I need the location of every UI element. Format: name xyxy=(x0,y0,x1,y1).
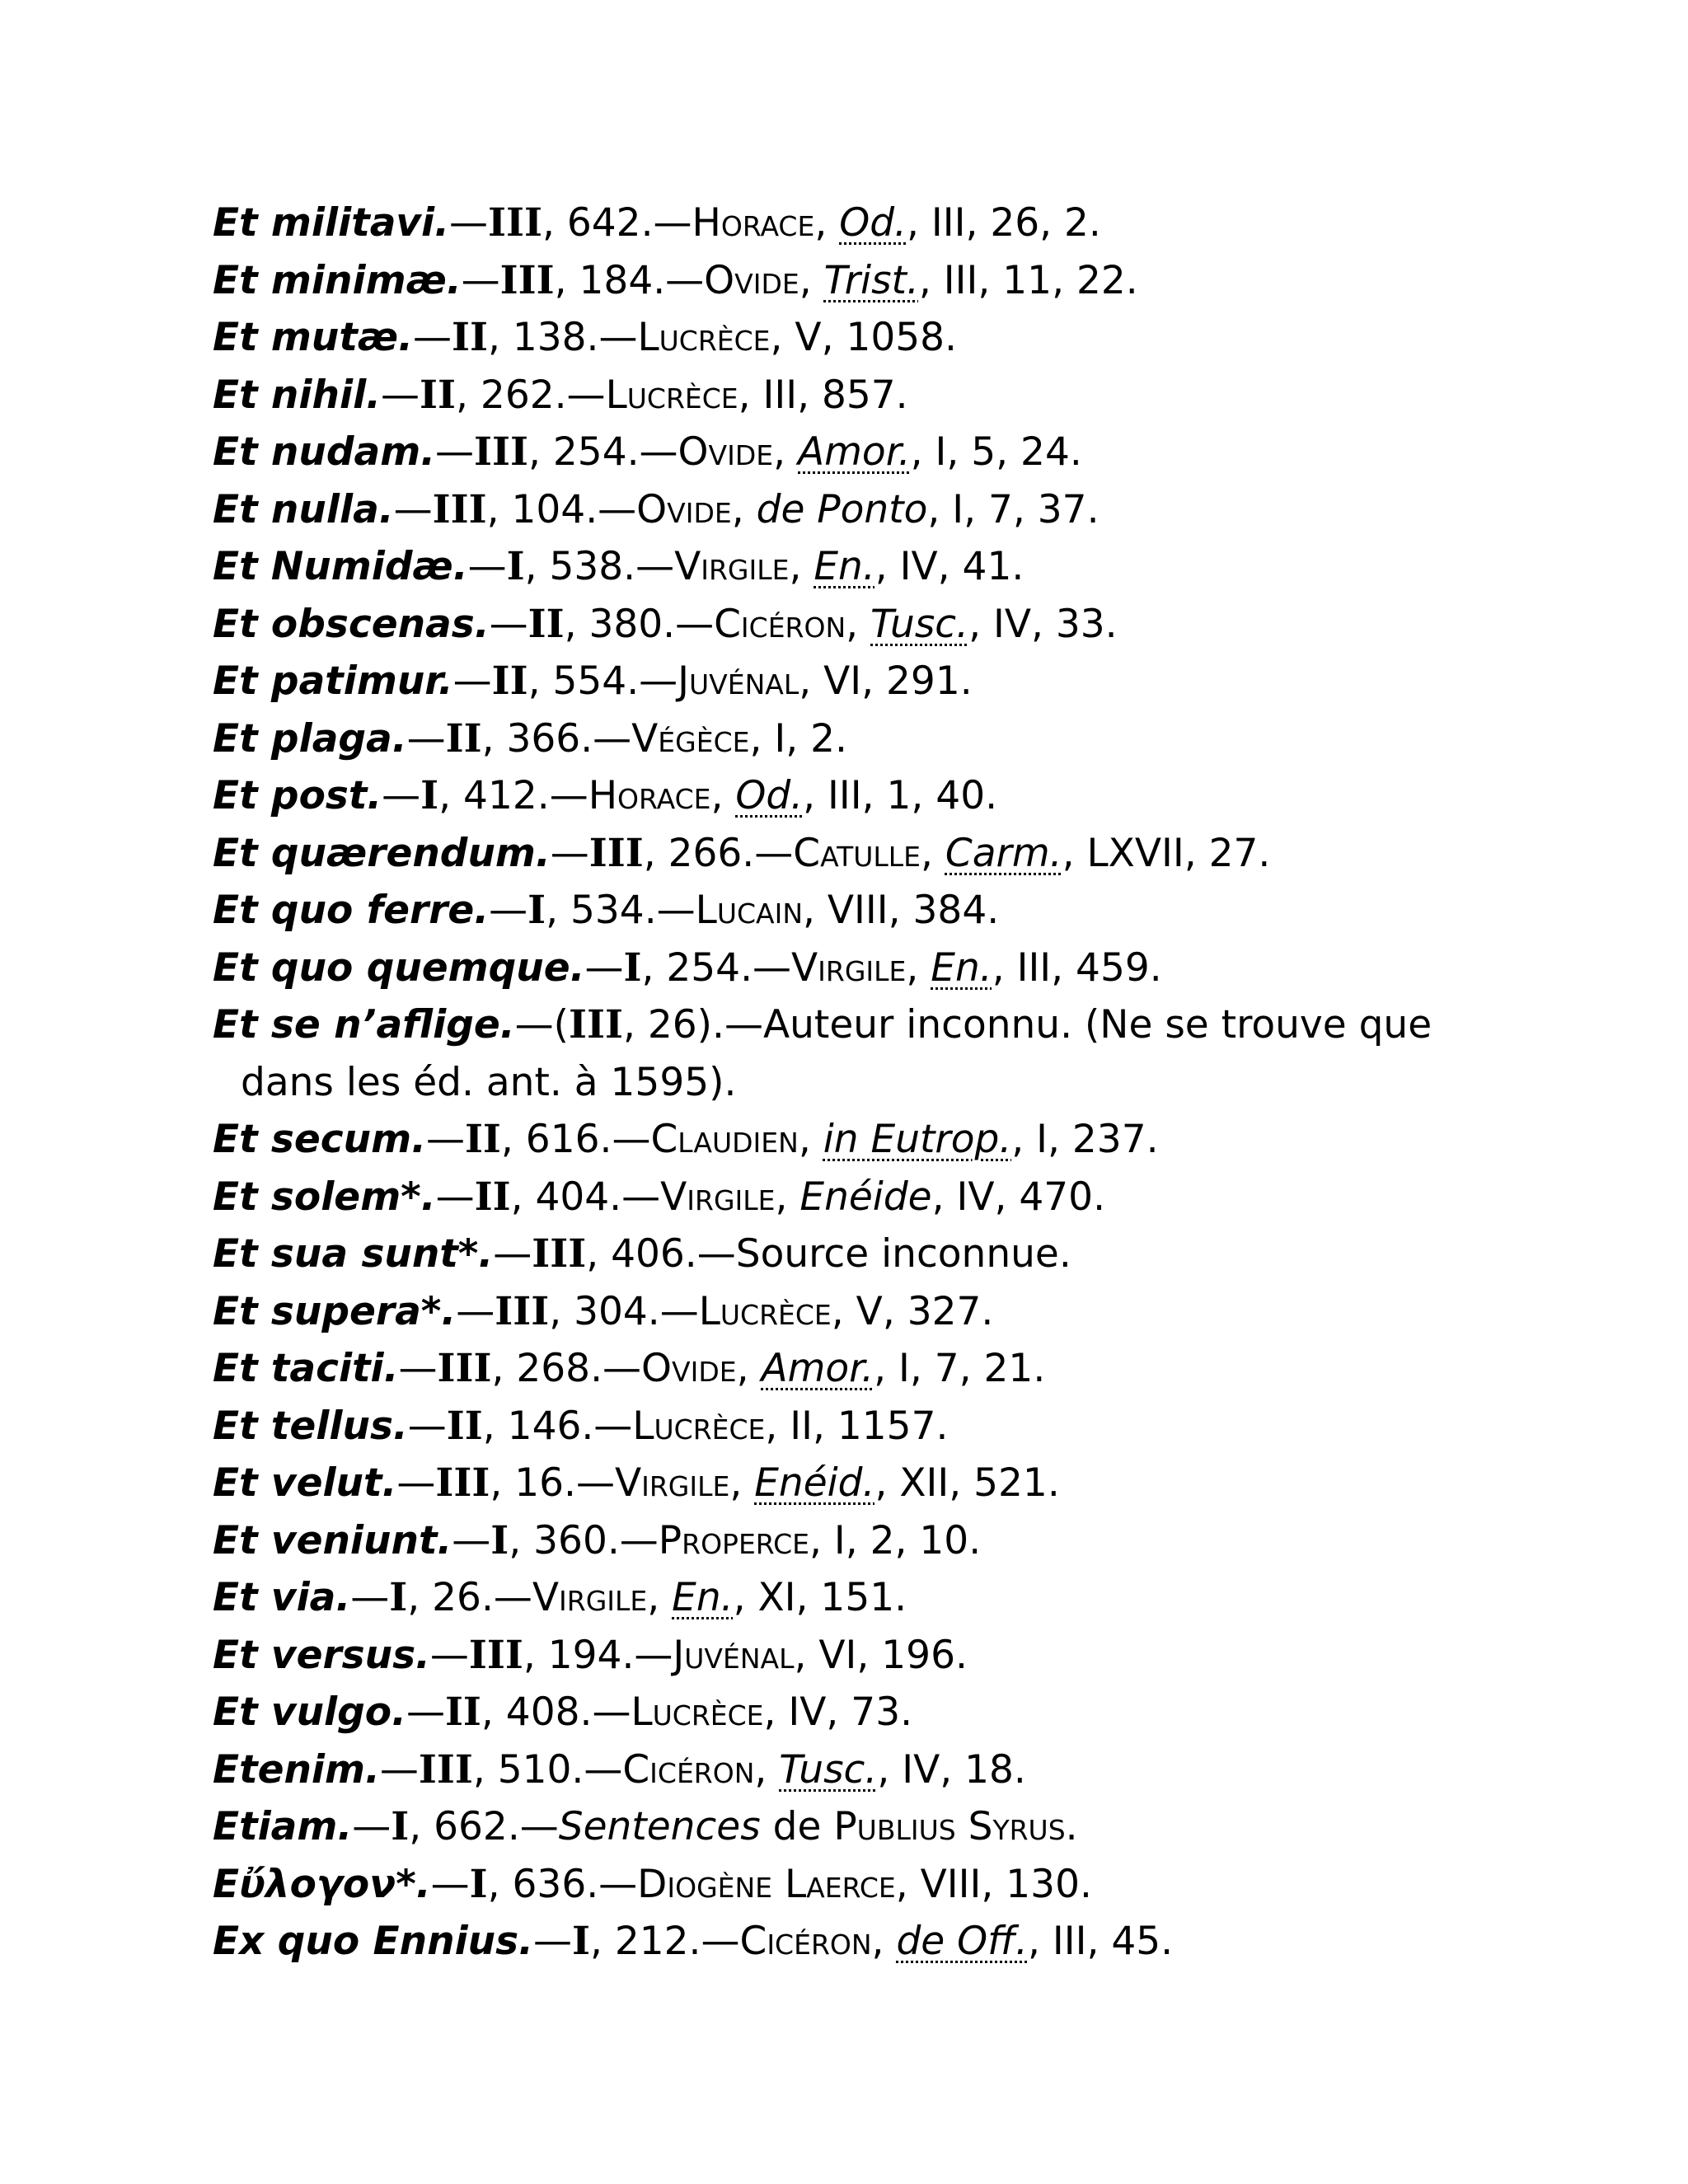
author-name: Cicéron xyxy=(622,1746,755,1793)
author-name: Lucrèce xyxy=(698,1288,832,1334)
entry-text: — xyxy=(452,1517,491,1563)
author-name: Ovide xyxy=(636,486,732,532)
author-name: Virgile xyxy=(614,1460,730,1506)
entry-text: , 404.— xyxy=(510,1174,661,1220)
author-name: Diogène Laerce xyxy=(637,1861,896,1907)
entry-text: , xyxy=(731,486,757,532)
volume-number: III xyxy=(495,1288,550,1334)
entry-text: , xyxy=(798,1117,823,1162)
entry-text: , 262.— xyxy=(456,372,606,418)
author-name: Ovide xyxy=(704,257,799,303)
entry-headword: Et post. xyxy=(213,773,382,818)
entry-text: , 26).—Auteur inconnu. (Ne se trouve que dans les éd. ant. à 1595). xyxy=(241,1002,1432,1105)
index-entry xyxy=(213,1512,1515,1570)
entry-headword: Et tellus. xyxy=(213,1403,408,1449)
entry-text: , VIII, 130. xyxy=(895,1861,1092,1907)
author-name: Virgile xyxy=(791,944,907,991)
entry-headword: Et secum. xyxy=(213,1117,426,1162)
entry-text: , 380.— xyxy=(564,601,715,647)
work-title: Enéide xyxy=(799,1174,932,1220)
entry-headword: Εὔλογον*. xyxy=(213,1861,431,1907)
entry-text: , III, 26, 2. xyxy=(907,200,1101,246)
entry-text: —( xyxy=(514,1002,570,1047)
index-entry xyxy=(213,1856,1515,1914)
entry-headword: Et vulgo. xyxy=(213,1690,406,1735)
entry-headword: Et obscenas. xyxy=(213,601,490,647)
index-entry xyxy=(213,1627,1515,1685)
entry-text: , XII, 521. xyxy=(874,1460,1060,1506)
work-abbreviation[interactable]: Tusc. xyxy=(779,1746,878,1793)
entry-text: — xyxy=(467,544,507,589)
entry-text: — xyxy=(382,773,421,818)
volume-number: III xyxy=(418,1746,473,1793)
index-entry xyxy=(213,481,1515,539)
entry-text: — xyxy=(550,830,589,876)
entry-text: , VI, 196. xyxy=(794,1632,968,1678)
entry-text: , III, 45. xyxy=(1027,1919,1174,1964)
index-entry xyxy=(213,194,1515,252)
author-name: Cicéron xyxy=(739,1919,872,1964)
entry-text: , VI, 291. xyxy=(799,658,973,704)
volume-number: III xyxy=(468,1632,523,1678)
entry-text: , I, 2, 10. xyxy=(809,1517,982,1563)
entry-text: , 138.— xyxy=(487,315,638,360)
index-entry xyxy=(213,1340,1515,1398)
entry-text: , xyxy=(754,1746,780,1793)
volume-number: I xyxy=(571,1919,590,1964)
index-entry xyxy=(213,1226,1515,1283)
index-entry xyxy=(213,653,1515,710)
index-entry xyxy=(213,1798,1515,1856)
entry-text: , 616.— xyxy=(500,1117,651,1162)
entry-headword: Etenim. xyxy=(213,1746,380,1793)
index-entry xyxy=(213,367,1515,424)
index-entry xyxy=(213,996,1515,1111)
volume-number: III xyxy=(532,1231,587,1277)
work-abbreviation[interactable]: Enéid. xyxy=(754,1460,875,1506)
entry-headword: Et velut. xyxy=(213,1460,397,1506)
work-abbreviation[interactable]: En. xyxy=(814,544,875,589)
entry-text: , 268.— xyxy=(491,1346,642,1391)
index-entry xyxy=(213,825,1515,883)
entry-text: , I, 237. xyxy=(1011,1117,1159,1162)
volume-number: II xyxy=(446,1403,483,1449)
entry-headword: Et via. xyxy=(213,1575,351,1620)
work-abbreviation[interactable]: Carm. xyxy=(945,830,1062,876)
entry-headword: Et quo ferre. xyxy=(213,888,490,933)
entry-text: , 266.— xyxy=(643,830,794,876)
volume-number: II xyxy=(474,1174,511,1220)
entry-text: — xyxy=(379,1746,419,1793)
author-name: Ovide xyxy=(641,1346,737,1391)
work-abbreviation[interactable]: Tusc. xyxy=(870,601,969,647)
work-abbreviation[interactable]: in Eutrop. xyxy=(823,1117,1012,1162)
entry-text: — xyxy=(393,486,433,532)
volume-number: III xyxy=(474,429,529,475)
volume-number: II xyxy=(528,601,565,647)
volume-number: I xyxy=(420,773,439,818)
index-entry xyxy=(213,1741,1515,1799)
entry-text: — xyxy=(381,372,420,418)
author-name: Ovide xyxy=(678,429,774,475)
index-entry xyxy=(213,424,1515,481)
entry-text: , 642.— xyxy=(542,200,692,246)
entry-headword: Et patimur. xyxy=(213,658,453,704)
entry-text: , V, 1058. xyxy=(770,315,957,360)
entry-headword: Et quærendum. xyxy=(213,830,551,876)
work-abbreviation[interactable]: Od. xyxy=(839,200,907,246)
entry-text: , 412.— xyxy=(438,773,588,818)
author-name: Catulle xyxy=(793,830,921,876)
entry-headword: Et quo quemque. xyxy=(213,944,585,991)
index-entry xyxy=(213,1111,1515,1169)
entry-text: — xyxy=(584,944,624,991)
entry-text: , xyxy=(710,773,736,818)
index-entry xyxy=(213,252,1515,310)
author-name: Lucain xyxy=(695,888,804,933)
volume-number: I xyxy=(391,1804,410,1849)
entry-text: , 26.— xyxy=(407,1575,532,1620)
volume-number: III xyxy=(432,486,487,532)
entry-text: , 194.— xyxy=(523,1632,673,1678)
entry-text: , xyxy=(729,1460,755,1506)
volume-number: I xyxy=(623,944,642,991)
index-entry xyxy=(213,940,1515,997)
entry-text: , 304.— xyxy=(549,1288,699,1334)
index-entry xyxy=(213,1684,1515,1741)
entry-text: , I, 5, 24. xyxy=(910,429,1082,475)
entry-text: — xyxy=(435,1174,475,1220)
entry-text: , 16.— xyxy=(490,1460,615,1506)
index-entry xyxy=(213,1283,1515,1341)
index-entry xyxy=(213,882,1515,940)
entry-text: — xyxy=(396,1460,436,1506)
author-name: Properce xyxy=(658,1517,809,1563)
entry-headword: Et minimæ. xyxy=(213,257,462,303)
volume-number: II xyxy=(464,1117,501,1162)
index-entry xyxy=(213,309,1515,367)
entry-headword: Et taciti. xyxy=(213,1346,399,1391)
work-abbreviation[interactable]: En. xyxy=(672,1575,734,1620)
entry-text: , 366.— xyxy=(481,715,632,762)
volume-number: I xyxy=(490,1517,509,1563)
author-name: Lucrèce xyxy=(605,372,738,418)
entry-text: , 408.— xyxy=(481,1690,631,1735)
entry-text: , I, 7, 21. xyxy=(874,1346,1046,1391)
entry-text: , III, 857. xyxy=(738,372,908,418)
work-abbreviation[interactable]: Amor. xyxy=(761,1346,874,1391)
entry-headword: Ex quo Ennius. xyxy=(213,1919,533,1964)
entry-text: , XI, 151. xyxy=(733,1575,907,1620)
entry-headword: Et se n’aflige. xyxy=(213,1002,515,1047)
index-entry xyxy=(213,710,1515,768)
entry-text: — xyxy=(435,429,475,475)
volume-number: III xyxy=(569,1002,623,1047)
entry-text: — xyxy=(493,1231,532,1277)
entry-text: — xyxy=(430,1861,470,1907)
entry-headword: Etiam. xyxy=(213,1804,353,1849)
entry-text: , xyxy=(773,429,798,475)
entry-text: , 510.— xyxy=(472,1746,623,1793)
index-entry xyxy=(213,1569,1515,1627)
entry-headword: Et veniunt. xyxy=(213,1517,452,1563)
entry-text: — xyxy=(456,1288,495,1334)
entry-text: — xyxy=(429,1632,469,1678)
entry-text: , xyxy=(871,1919,897,1964)
entry-headword: Et solem*. xyxy=(213,1174,436,1220)
entry-text: , 104.— xyxy=(486,486,637,532)
entry-text: — xyxy=(425,1117,465,1162)
work-abbreviation[interactable]: Trist. xyxy=(823,257,919,303)
entry-text: — xyxy=(461,257,500,303)
entry-text: , xyxy=(789,544,814,589)
entry-text: , 636.— xyxy=(487,1861,638,1907)
entry-text: , 360.— xyxy=(509,1517,659,1563)
entry-text: , xyxy=(775,1174,800,1220)
volume-number: II xyxy=(444,1690,481,1735)
entry-text: , xyxy=(814,200,840,246)
entry-text: , 254.— xyxy=(528,429,678,475)
volume-number: II xyxy=(451,315,488,360)
volume-number: I xyxy=(506,544,525,589)
entry-text: , 538.— xyxy=(524,544,675,589)
entry-text: , IV, 18. xyxy=(877,1746,1026,1793)
entry-headword: Et sua sunt*. xyxy=(213,1231,494,1277)
index-entry xyxy=(213,1913,1515,1971)
entry-text: — xyxy=(398,1346,438,1391)
entry-headword: Et versus. xyxy=(213,1632,430,1678)
entry-text: — xyxy=(412,315,452,360)
volume-number: III xyxy=(437,1346,492,1391)
volume-number: II xyxy=(491,658,528,704)
entry-headword: Et nudam. xyxy=(213,429,436,475)
author-name: Cicéron xyxy=(714,601,846,647)
entry-headword: Et supera*. xyxy=(213,1288,457,1334)
entry-text: , xyxy=(846,601,871,647)
entry-text: — xyxy=(352,1804,392,1849)
entry-text: — xyxy=(406,1690,445,1735)
entry-text: , xyxy=(921,830,945,876)
author-name: Juvénal xyxy=(673,1632,795,1678)
entry-text: , I, 2. xyxy=(749,715,847,762)
entry-headword: Et mutæ. xyxy=(213,315,413,360)
work-abbreviation[interactable]: Od. xyxy=(735,773,804,818)
entry-text: , 534.— xyxy=(546,888,696,933)
index-entry xyxy=(213,1455,1515,1512)
work-title: Sentences xyxy=(558,1804,761,1849)
work-abbreviation[interactable]: Amor. xyxy=(798,429,911,475)
index-entry-list xyxy=(213,194,1515,1971)
entry-text: — xyxy=(407,1403,447,1449)
entry-text: . xyxy=(1065,1804,1078,1849)
author-name: Claudien xyxy=(650,1117,799,1162)
entry-text: — xyxy=(489,601,528,647)
entry-text: , IV, 73. xyxy=(763,1690,913,1735)
entry-text: — xyxy=(406,715,446,762)
volume-number: III xyxy=(499,257,555,303)
entry-text: , IV, 33. xyxy=(968,601,1118,647)
volume-number: I xyxy=(389,1575,408,1620)
entry-text: — xyxy=(449,200,489,246)
entry-headword: Et Numidæ. xyxy=(213,544,468,589)
volume-number: I xyxy=(469,1861,488,1907)
work-abbreviation[interactable]: de Off. xyxy=(896,1919,1028,1964)
entry-text: — xyxy=(452,658,492,704)
entry-text: , IV, 470. xyxy=(931,1174,1106,1220)
volume-number: III xyxy=(435,1460,490,1506)
index-entry xyxy=(213,1169,1515,1226)
entry-text: , VIII, 384. xyxy=(803,888,1000,933)
entry-text: , 184.— xyxy=(554,257,705,303)
author-name: Juvénal xyxy=(678,658,799,704)
index-entry xyxy=(213,538,1515,596)
index-entry xyxy=(213,767,1515,825)
entry-headword: Et nulla. xyxy=(213,486,394,532)
entry-text: , 212.— xyxy=(589,1919,740,1964)
entry-text: , 662.— xyxy=(409,1804,559,1849)
entry-text: , III, 11, 22. xyxy=(918,257,1138,303)
entry-text: — xyxy=(350,1575,390,1620)
entry-text: , III, 459. xyxy=(992,944,1162,991)
volume-number: III xyxy=(588,830,644,876)
author-name: Lucrèce xyxy=(632,1403,766,1449)
entry-text: , xyxy=(906,944,931,991)
entry-text: , II, 1157. xyxy=(765,1403,949,1449)
author-name: Publius Syrus xyxy=(833,1804,1066,1849)
author-name: Virgile xyxy=(660,1174,776,1220)
work-title: de Ponto xyxy=(756,486,928,532)
entry-text: , I, 7, 37. xyxy=(927,486,1100,532)
entry-text: — xyxy=(532,1919,572,1964)
entry-headword: Et nihil. xyxy=(213,372,382,418)
author-name: Lucrèce xyxy=(631,1690,764,1735)
author-name: Horace xyxy=(588,773,711,818)
entry-text: , 146.— xyxy=(482,1403,633,1449)
author-name: Végèce xyxy=(631,715,750,762)
author-name: Virgile xyxy=(674,544,790,589)
index-entry xyxy=(213,1398,1515,1455)
work-abbreviation[interactable]: En. xyxy=(931,944,992,991)
entry-text: , 406.—Source inconnue. xyxy=(586,1231,1071,1277)
volume-number: III xyxy=(488,200,542,246)
entry-text: de xyxy=(760,1804,834,1849)
index-entry xyxy=(213,596,1515,654)
entry-headword: Et militavi. xyxy=(213,200,450,246)
entry-text: , 254.— xyxy=(641,944,792,991)
author-name: Lucrèce xyxy=(637,315,771,360)
entry-text: , V, 327. xyxy=(831,1288,994,1334)
entry-text: , III, 1, 40. xyxy=(803,773,998,818)
entry-text: , xyxy=(736,1346,762,1391)
author-name: Virgile xyxy=(532,1575,648,1620)
entry-text: — xyxy=(489,888,528,933)
entry-text: , xyxy=(647,1575,673,1620)
volume-number: I xyxy=(528,888,546,933)
entry-text: , xyxy=(799,257,824,303)
author-name: Horace xyxy=(692,200,815,246)
entry-text: , LXVII, 27. xyxy=(1062,830,1271,876)
entry-text: , 554.— xyxy=(528,658,678,704)
volume-number: II xyxy=(420,372,457,418)
entry-headword: Et plaga. xyxy=(213,715,407,762)
volume-number: II xyxy=(445,715,482,762)
entry-text: , IV, 41. xyxy=(874,544,1025,589)
